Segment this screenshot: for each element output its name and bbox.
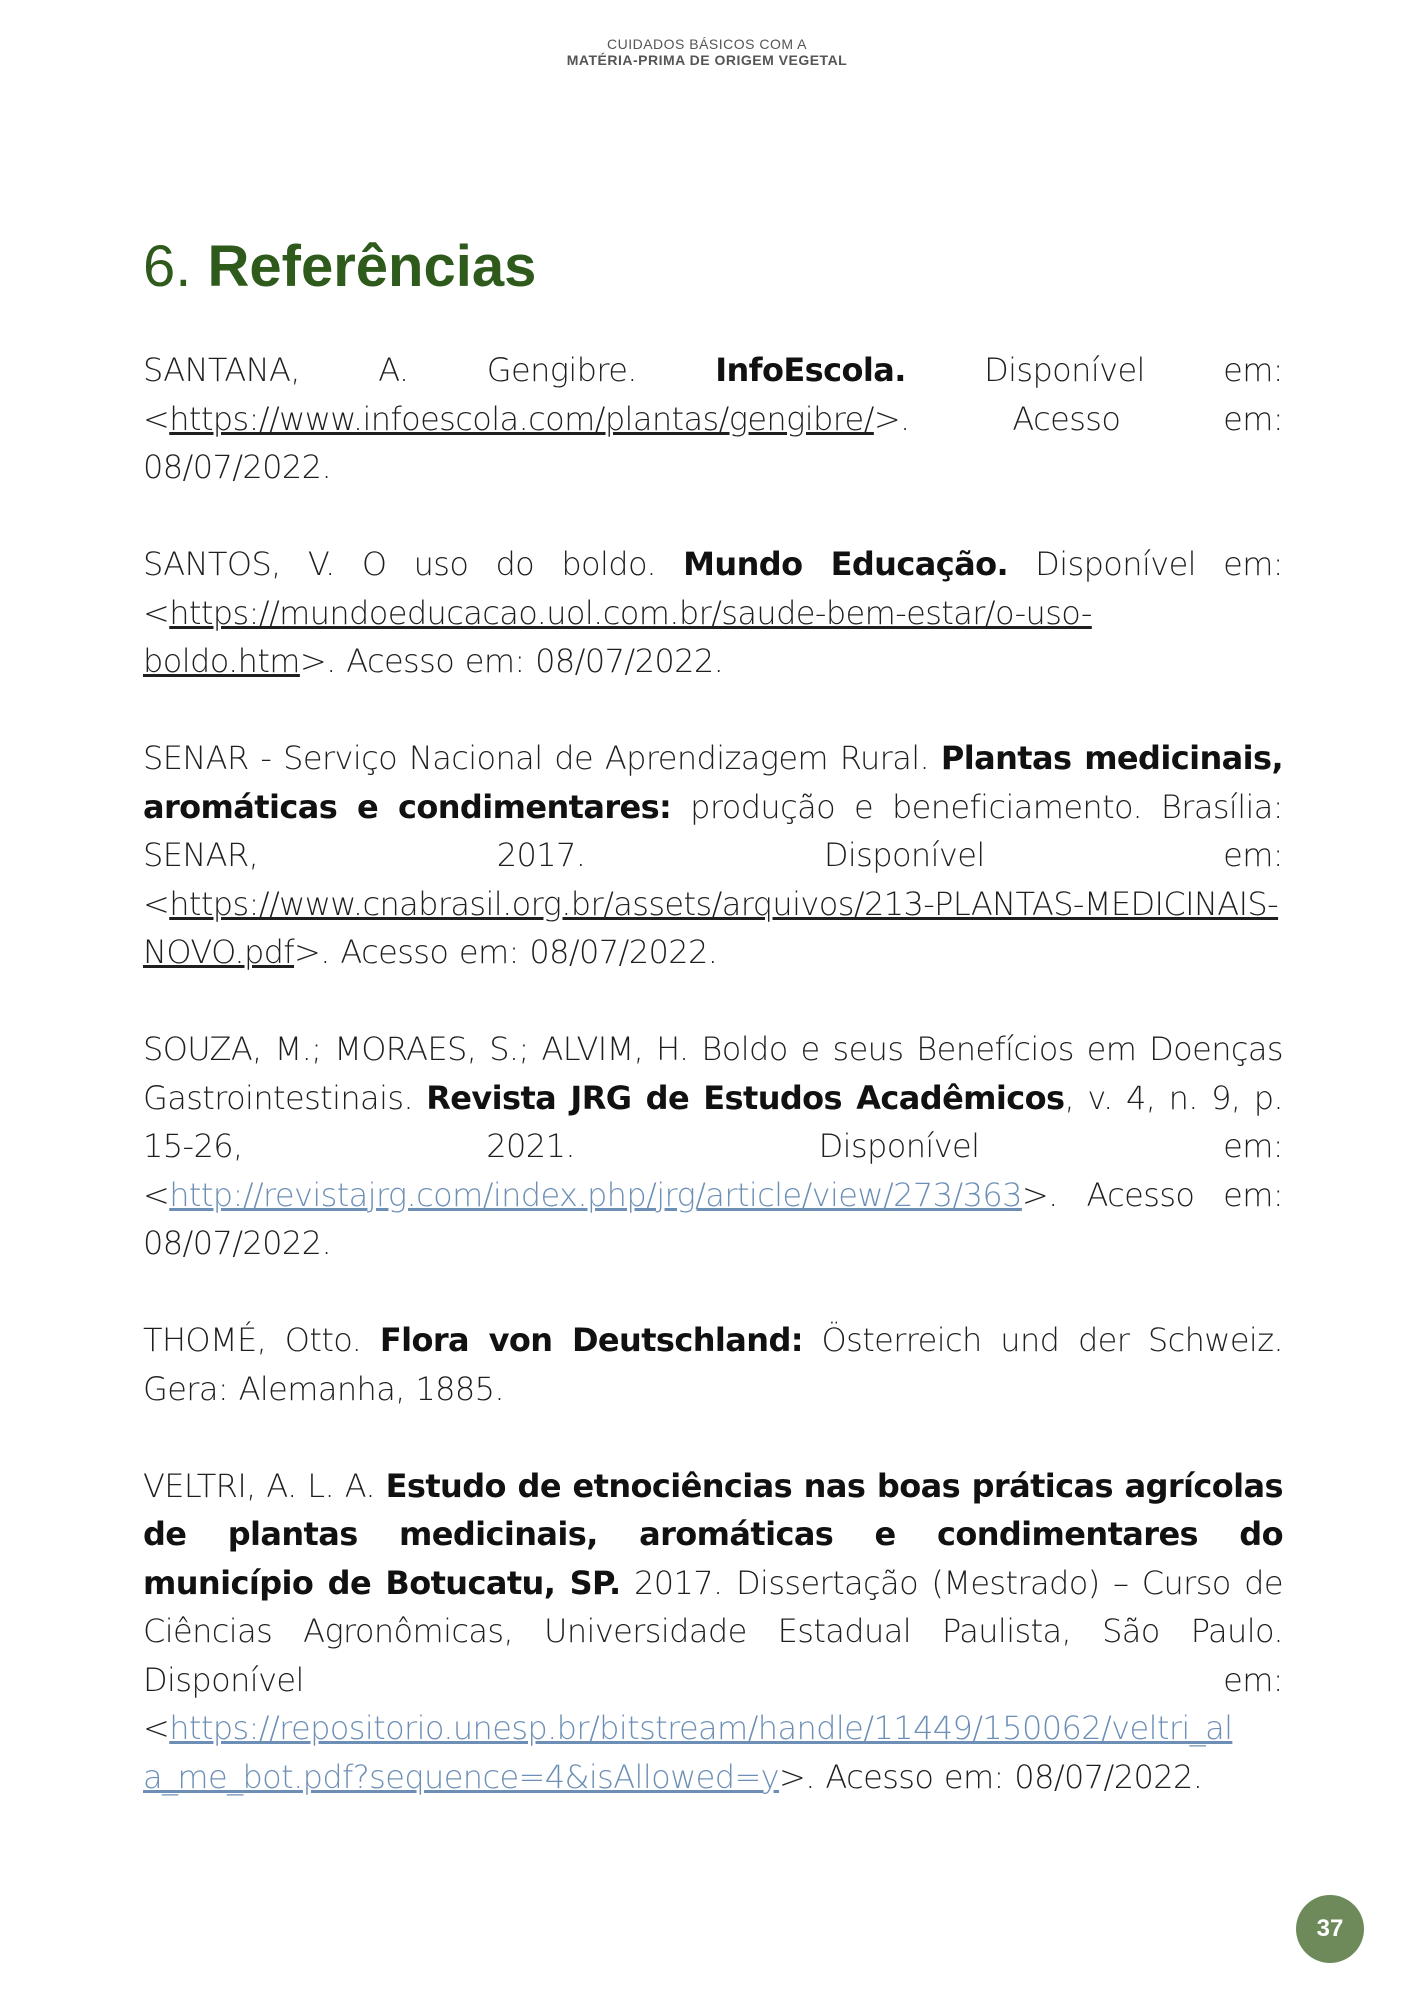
reference-text: >. Acesso em: 08/07/2022. bbox=[299, 642, 724, 680]
reference-text: VELTRI, A. L. A. bbox=[143, 1466, 386, 1505]
reference-text: Disponível em: < bbox=[143, 545, 1283, 632]
reference-text: 2017. Dissertação (Mestrado) – Curso de Ciências Agronômicas, Universidade Estadual Paulista, São Paulo. Disponível em: < bbox=[143, 1563, 1283, 1747]
running-header bbox=[0, 36, 1414, 68]
reference-thome bbox=[143, 1316, 1283, 1413]
section-number: 6. bbox=[143, 234, 192, 299]
reference-source-title: Flora von Deutschland: bbox=[379, 1321, 803, 1359]
reference-souza bbox=[143, 1025, 1283, 1268]
reference-link[interactable]: https://www.cnabrasil.org.br/assets/arquivos/213-PLANTAS-MEDICINAIS-NOVO.pdf bbox=[143, 884, 1279, 971]
reference-source-title: Revista JRG de Estudos Acadêmicos bbox=[426, 1078, 1065, 1117]
header-line-2: MATÉRIA-PRIMA DE ORIGEM VEGETAL bbox=[566, 52, 848, 68]
reference-veltri bbox=[143, 1462, 1283, 1802]
reference-text: Disponível em: < bbox=[143, 351, 1283, 438]
reference-text: produção e beneficiamento. Brasília: SENAR, 2017. Disponível em: < bbox=[143, 787, 1283, 923]
section-title bbox=[143, 232, 536, 302]
reference-text: Österreich und der Schweiz. Gera: Alemanha, 1885. bbox=[143, 1321, 1283, 1408]
section-title-text: Referências bbox=[207, 234, 537, 299]
reference-link[interactable]: https://mundoeducacao.uol.com.br/saude-bem-estar/o-uso-boldo.htm bbox=[143, 593, 1092, 680]
page-number-badge: 37 bbox=[1296, 1895, 1364, 1963]
reference-text: SANTANA, A. Gengibre. bbox=[143, 351, 716, 389]
reference-santos bbox=[143, 540, 1283, 686]
reference-source-title: Plantas medicinais, aromáticas e condimentares: bbox=[143, 739, 1283, 826]
reference-senar bbox=[143, 734, 1283, 977]
references-list bbox=[143, 346, 1283, 1850]
reference-text: SENAR - Serviço Nacional de Aprendizagem Rural. bbox=[143, 739, 941, 777]
reference-santana bbox=[143, 346, 1283, 492]
reference-source-title: InfoEscola. bbox=[715, 351, 906, 389]
reference-text: SANTOS, V. O uso do boldo. bbox=[143, 545, 684, 583]
reference-text: >. Acesso em: 08/07/2022. bbox=[779, 1757, 1203, 1796]
reference-source-title: Mundo Educação. bbox=[683, 545, 1009, 583]
reference-link[interactable]: http://revistajrg.com/index.php/jrg/article/view/273/363 bbox=[169, 1175, 1022, 1214]
reference-text: , v. 4, n. 9, p. 15-26, 2021. Disponível em: < bbox=[143, 1078, 1284, 1214]
reference-link[interactable]: https://www.infoescola.com/plantas/gengibre/ bbox=[169, 399, 874, 438]
reference-text: >. Acesso em: 08/07/2022. bbox=[294, 933, 718, 971]
reference-text: >. Acesso em: 08/07/2022. bbox=[143, 1175, 1283, 1262]
reference-text: THOMÉ, Otto. bbox=[143, 1321, 380, 1359]
reference-text: >. Acesso em: 08/07/2022. bbox=[143, 399, 1283, 486]
header-line-1: CUIDADOS BÁSICOS COM A bbox=[606, 36, 808, 52]
reference-source-title: Estudo de etnociências nas boas práticas agrícolas de plantas medicinais, aromáticas e condimentares do município de Botucatu, SP. bbox=[143, 1466, 1283, 1602]
reference-text: SOUZA, M.; MORAES, S.; ALVIM, H. Boldo e seus Benefícios em Doenças Gastrointestinais. bbox=[143, 1030, 1283, 1117]
reference-link-part-2: a_me_bot.pdf?sequence=4&isAllowed=y bbox=[143, 1757, 780, 1796]
reference-link-part-1: https://repositorio.unesp.br/bitstream/handle/11449/150062/veltri_al bbox=[169, 1709, 1233, 1747]
